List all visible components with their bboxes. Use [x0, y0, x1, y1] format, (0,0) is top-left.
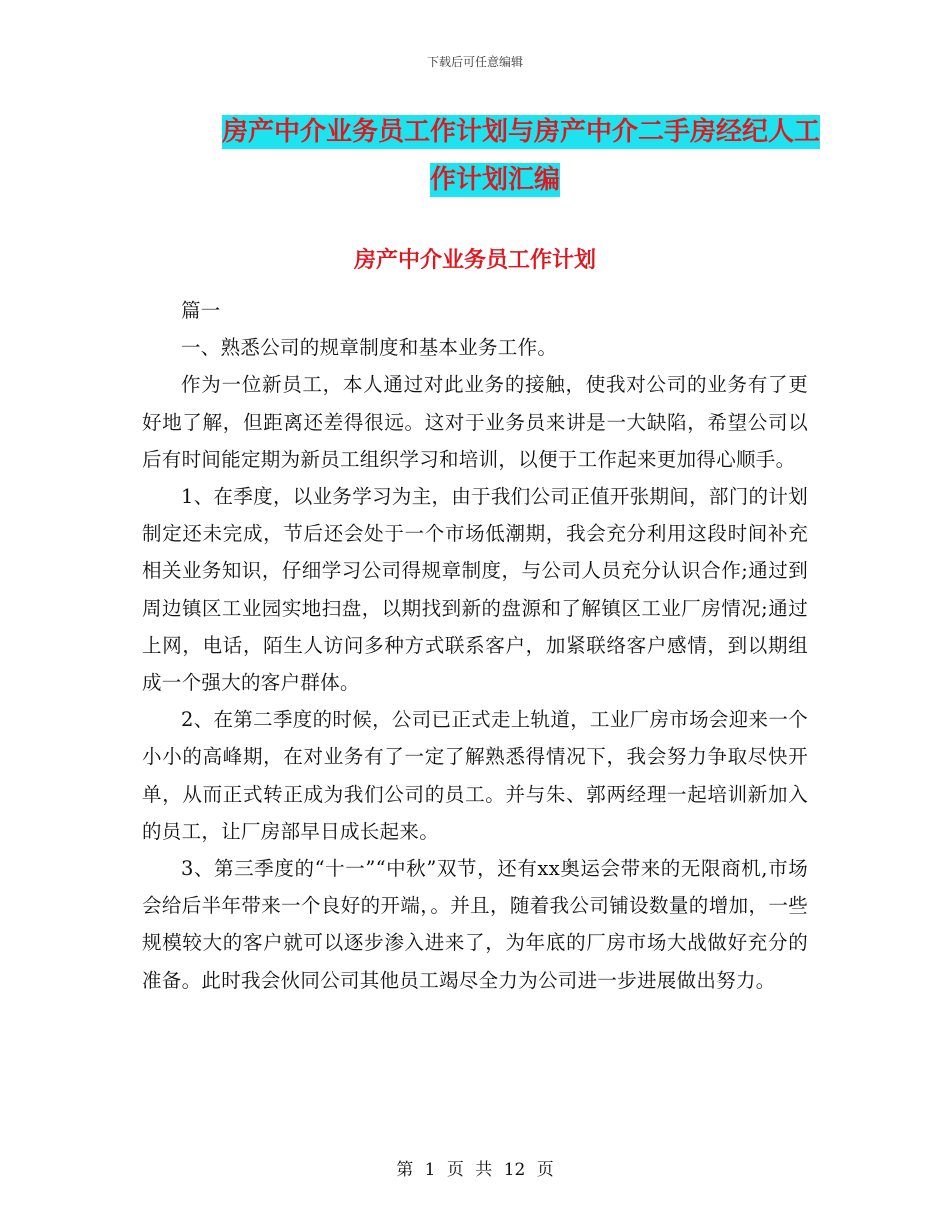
paragraph-part-label: 篇一 — [181, 299, 221, 322]
title-highlight-2: 作计划汇编 — [429, 165, 560, 195]
document-title — [130, 108, 820, 204]
section-title: 房产中介业务员工作计划 — [353, 248, 596, 273]
paragraph: 3、第三季度的“十一”“中秋”双节，还有xx奥运会带来的无限商机,市场会给后半年带来一个良好的开端，。并且，随着我公司铺设数量的增加，一些规模较大的客户就可以逐步渗入进来了，为年底的厂房市场大战做好充分的准备。此时我会伙同公司其他员工竭尽全力为公司进一步进展做出努力。 — [142, 857, 808, 992]
paragraph: 2、在第二季度的时候，公司已正式走上轨道，工业厂房市场会迎来一个小小的高峰期，在对业务有了一定了解熟悉得情况下，我会努力争取尽快开单，从而正式转正成为我们公司的员工。并与朱、郭两经理一起培训新加入的员工，让厂房部早日成长起来。 — [142, 708, 808, 843]
title-highlight-1: 房产中介业务员工作计划与房产中介二手房经纪人工 — [221, 117, 820, 147]
paragraph-heading: 一、熟悉公司的规章制度和基本业务工作。 — [181, 336, 558, 360]
document-body — [142, 292, 808, 999]
document-title-line-1 — [130, 108, 820, 156]
document-title-line-2 — [130, 156, 820, 204]
page-footer: 第 1 页 共 12 页 — [396, 1160, 554, 1180]
header-note: 下载后可任意编辑 — [426, 55, 523, 69]
paragraph: 1、在季度，以业务学习为主，由于我们公司正值开张期间，部门的计划制定还未完成，节后还会处于一个市场低潮期，我会充分利用这段时间补充相关业务知识，仔细学习公司得规章制度，与公司人员充分认识合作;通过到周边镇区工业园实地扫盘，以期找到新的盘源和了解镇区工业厂房情况;通过上网，电话，陌生人访问多种方式联系客户，加紧联络客户感情，到以期组成一个强大的客户群体。 — [142, 485, 808, 695]
paragraph: 作为一位新员工，本人通过对此业务的接触，使我对公司的业务有了更好地了解，但距离还差得很远。这对于业务员来讲是一大缺陷，希望公司以后有时间能定期为新员工组织学习和培训，以便于工作起来更加得心顺手。 — [142, 373, 808, 471]
